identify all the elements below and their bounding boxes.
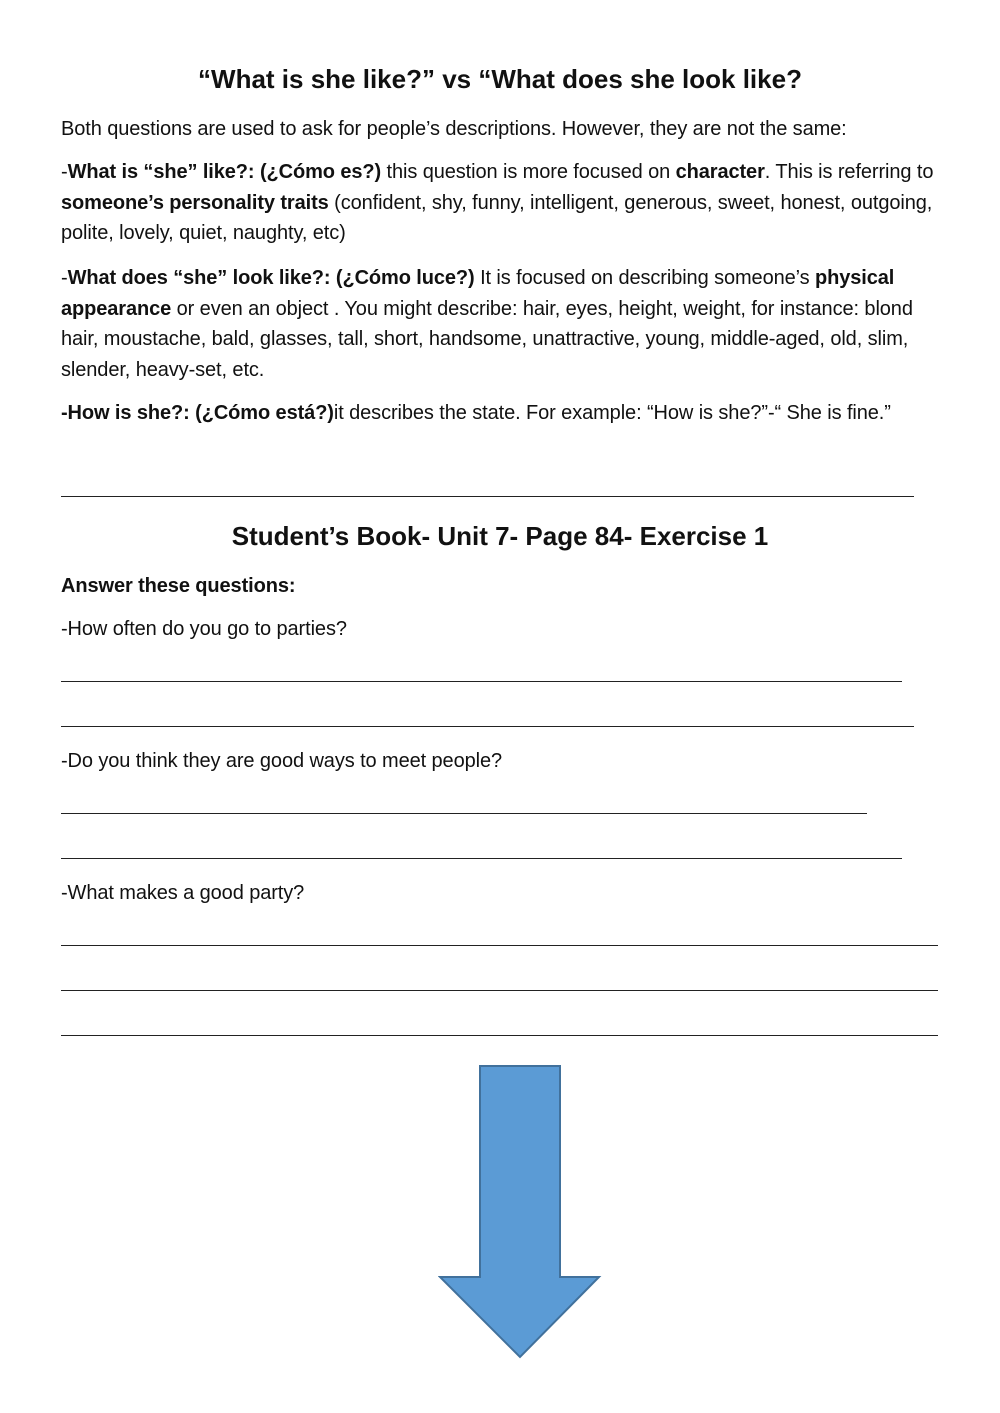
answer-line-q1-2[interactable] xyxy=(61,726,914,727)
answer-line-q1-1[interactable] xyxy=(61,681,902,682)
question-1: -How often do you go to parties? xyxy=(61,618,347,640)
how-is-heading: -How is she?: (¿Cómo está?) xyxy=(61,402,334,424)
section-title-description-questions: “What is she like?” vs “What does she look like? xyxy=(198,64,802,94)
intro-paragraph: Both questions are used to ask for people’s descriptions. However, they are not the same: xyxy=(61,118,847,140)
how-is-she-paragraph: -How is she?: (¿Cómo está?)it describes the state. For example: “How is she?”-“ She is fine.” xyxy=(61,402,891,424)
section-title-exercise: Student’s Book- Unit 7- Page 84- Exercise 1 xyxy=(231,521,769,551)
look-like-heading: What does “she” look like?: (¿Cómo luce?) xyxy=(67,267,475,289)
answer-line-q2-1[interactable] xyxy=(61,813,867,814)
answer-line-q3-3[interactable] xyxy=(61,1035,938,1036)
down-arrow-shape xyxy=(440,1066,599,1357)
what-like-heading: What is “she” like?: (¿Cómo es?) xyxy=(67,161,382,183)
answer-instruction: Answer these questions: xyxy=(61,575,296,597)
answer-line-q2-2[interactable] xyxy=(61,858,902,859)
section-divider xyxy=(61,496,914,497)
what-does-she-look-like-paragraph: -What does “she” look like?: (¿Cómo luce?) It is focused on describing someone’s physical appearance or even an object . You might describe: hair, eyes, height, weight, for instance: blond hair, moustache, bald, glasses, tall, short, handsome, unattractive, young, middle-aged, old, slim, slender, heavy-set, etc. xyxy=(61,267,913,381)
character-keyword: character xyxy=(675,161,765,183)
question-3: -What makes a good party? xyxy=(61,882,305,904)
physical-appearance-keyword: physical appearance xyxy=(61,267,895,320)
what-is-she-like-paragraph: -What is “she” like?: (¿Cómo es?) this question is more focused on character. This is referring to someone’s personality traits (confident, shy, funny, intelligent, generous, sweet, honest, outgoing, polite, lovely, quiet, naughty, etc) xyxy=(61,161,934,244)
answer-line-q3-2[interactable] xyxy=(61,990,938,991)
question-2: -Do you think they are good ways to meet people? xyxy=(61,750,503,772)
personality-traits-keyword: someone’s personality traits xyxy=(61,191,329,214)
answer-line-q3-1[interactable] xyxy=(61,945,938,946)
down-arrow-icon xyxy=(438,1064,602,1360)
